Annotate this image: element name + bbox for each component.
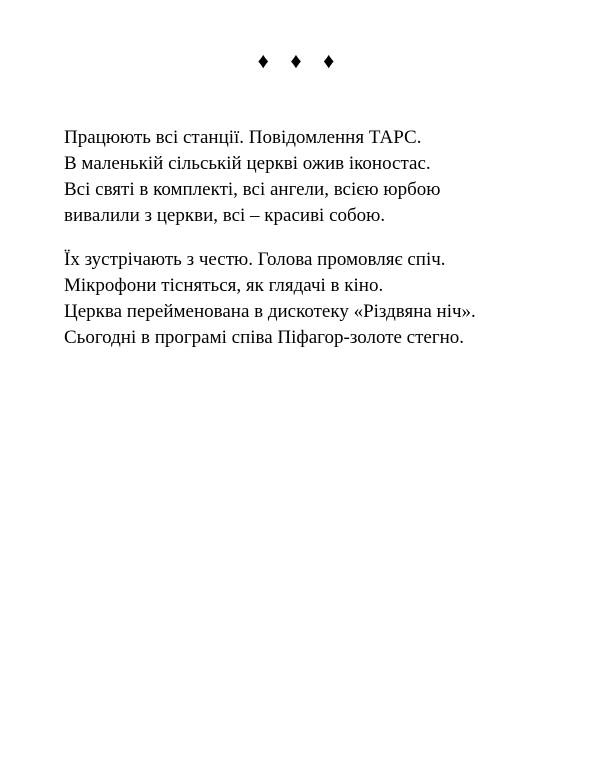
stanza-1 xyxy=(64,125,584,229)
poem xyxy=(64,125,584,369)
poem-line: Церква перейменована в дискотеку «Різдвяна ніч». xyxy=(64,301,476,322)
poem-line: Всі святі в комплекті, всі ангели, всією юрбою xyxy=(64,179,441,200)
poem-line: вивалили з церкви, всі – красиві собою. xyxy=(64,205,386,226)
poem-line: Працюють всі станції. Повідомлення ТАРС. xyxy=(64,127,422,148)
stanza-2 xyxy=(64,247,584,351)
poem-line: Сьогодні в програмі співа Піфагор-золоте стегно. xyxy=(64,327,465,348)
section-divider-diamonds: ♦ ♦ ♦ xyxy=(257,48,343,73)
poem-line: Їх зустрічають з честю. Голова промовляє спіч. xyxy=(64,249,446,270)
poem-line: Мікрофони тісняться, як глядачі в кіно. xyxy=(64,275,384,296)
poem-line: В маленькій сільській церкві ожив іконостас. xyxy=(64,153,431,174)
